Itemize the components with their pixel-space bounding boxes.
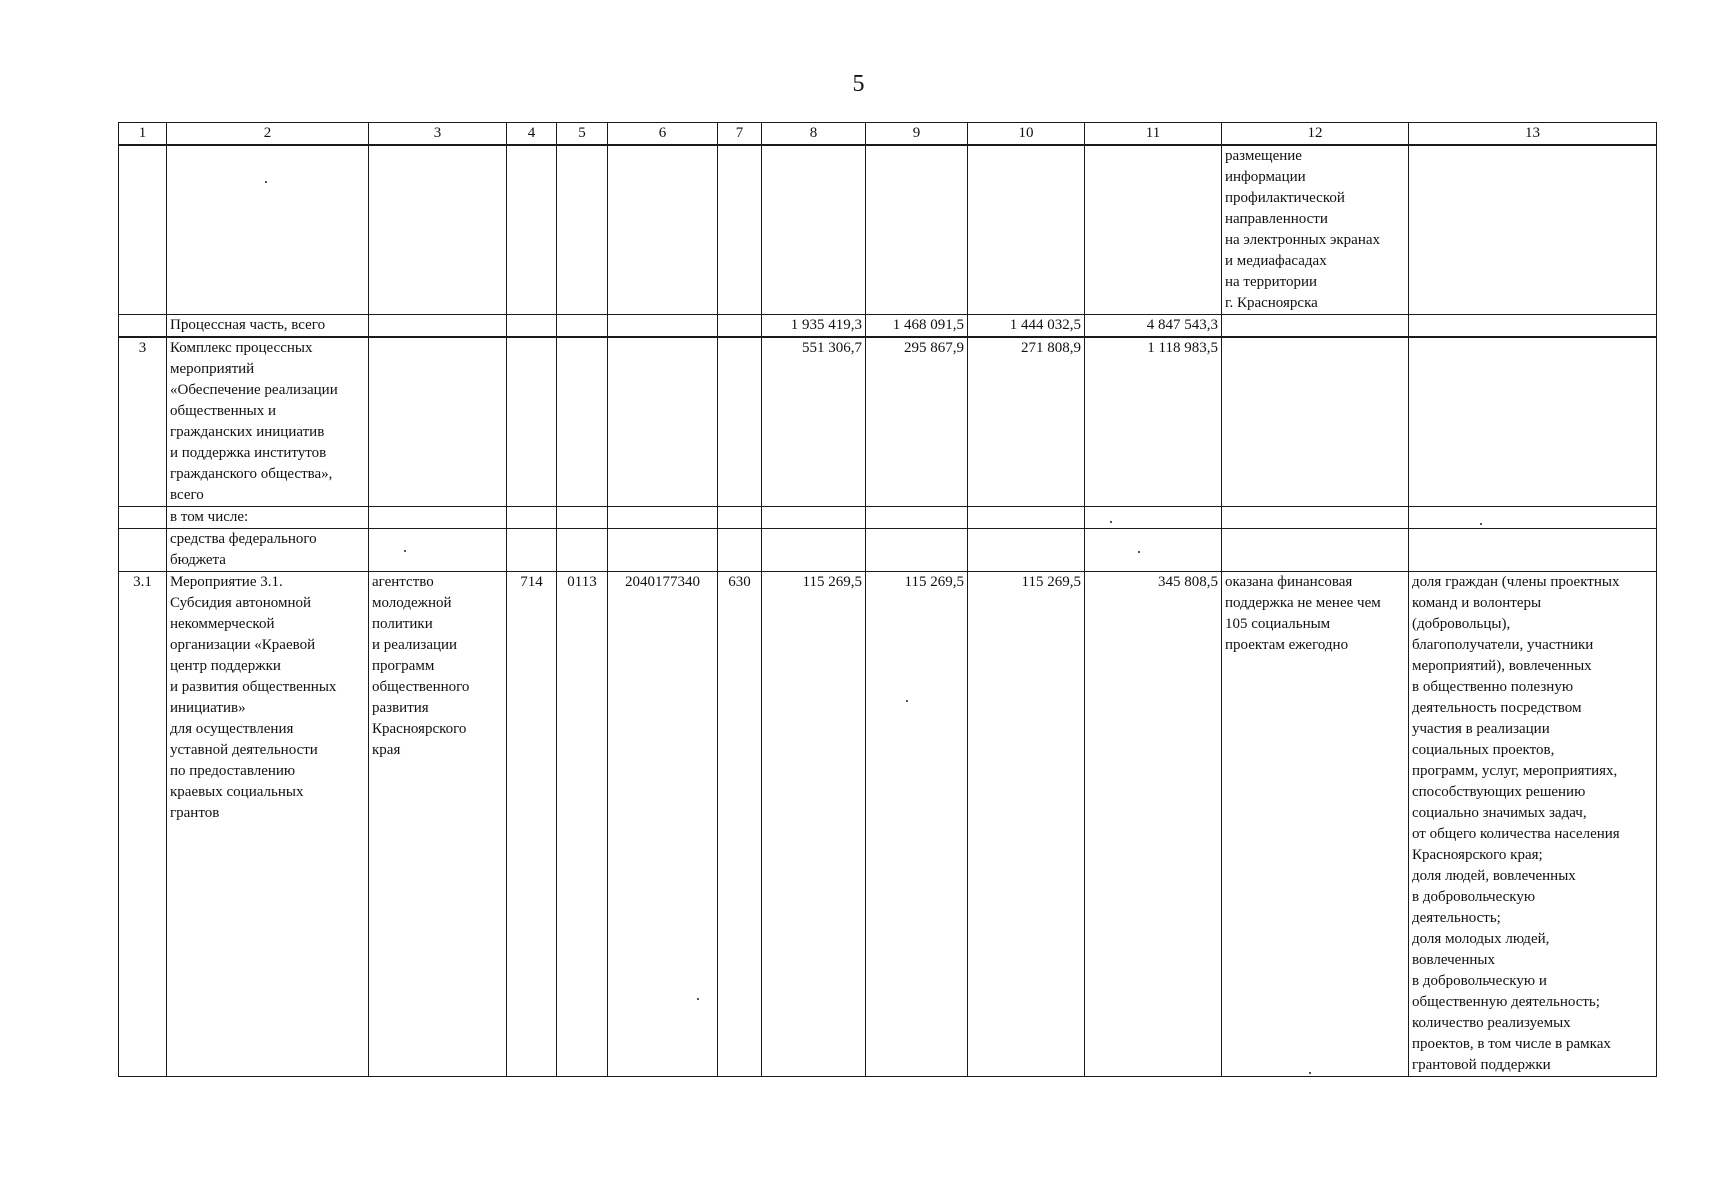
measure-col4: 714: [507, 572, 557, 1077]
header-cell-7: 7: [718, 123, 762, 146]
complex-label: Комплекс процессных мероприятий «Обеспечение реализации общественных и гражданских инициатив и поддержка институтов гражданского общества», всего: [167, 337, 369, 507]
measure-executor: агентство молодежной политики и реализации программ общественного развития Красноярского края: [369, 572, 507, 1077]
measure-col6: 2040177340: [608, 572, 718, 1077]
scan-speck: [906, 700, 908, 702]
measure-label: Мероприятие 3.1. Субсидия автономной некоммерческой организации «Краевой центр поддержки и развития общественных инициатив» для осуществления уставной деятельности по предоставлению краевых социальных грантов: [167, 572, 369, 1077]
measure-col10: 115 269,5: [968, 572, 1085, 1077]
complex-number: 3: [119, 337, 167, 507]
measure-indicators: доля граждан (члены проектных команд и волонтеры (добровольцы), благополучатели, участники мероприятий), вовлеченных в общественно полезную деятельность посредством участия в реализации социальных проектов, программ, услуг, мероприятиях, способствующих решению социально значимых задач, от общего количества населения Красноярского края; доля людей, вовлеченных в добровольческую деятельность; доля молодых людей, вовлеченных в добровольческую и общественную деятельность; количество реализуемых проектов, в том числе в рамках грантовой поддержки: [1409, 572, 1657, 1077]
scan-speck: [1110, 521, 1112, 523]
table-row-process-total: [119, 315, 1657, 338]
measure-col11: 345 808,5: [1085, 572, 1222, 1077]
scan-speck: [1138, 551, 1140, 553]
header-row: [119, 123, 1657, 146]
measure-col8: 115 269,5: [762, 572, 866, 1077]
header-cell-8: 8: [762, 123, 866, 146]
measure-col7: 630: [718, 572, 762, 1077]
header-cell-9: 9: [866, 123, 968, 146]
header-cell-6: 6: [608, 123, 718, 146]
header-cell-13: 13: [1409, 123, 1657, 146]
measure-result: оказана финансовая поддержка не менее чем 105 социальным проектам ежегодно: [1222, 572, 1409, 1077]
measure-col9: 115 269,5: [866, 572, 968, 1077]
complex-col11: 1 118 983,5: [1085, 337, 1222, 507]
process-total-col8: 1 935 419,3: [762, 315, 866, 338]
scan-speck: [1480, 523, 1482, 525]
complex-col9: 295 867,9: [866, 337, 968, 507]
measure-number: 3.1: [119, 572, 167, 1077]
header-cell-1: 1: [119, 123, 167, 146]
header-cell-2: 2: [167, 123, 369, 146]
complex-col10: 271 808,9: [968, 337, 1085, 507]
complex-col8: 551 306,7: [762, 337, 866, 507]
scan-speck: [1309, 1072, 1311, 1074]
measure-col5: 0113: [557, 572, 608, 1077]
table-row-measure-3-1: [119, 572, 1657, 1077]
process-total-col9: 1 468 091,5: [866, 315, 968, 338]
table-row-complex-3: [119, 337, 1657, 507]
scan-speck: [404, 550, 406, 552]
header-cell-5: 5: [557, 123, 608, 146]
process-total-col11: 4 847 543,3: [1085, 315, 1222, 338]
table-row-federal-budget: [119, 529, 1657, 572]
federal-budget-label: средства федерального бюджета: [167, 529, 369, 572]
header-cell-4: 4: [507, 123, 557, 146]
including-label: в том числе:: [167, 507, 369, 529]
table-row-including: [119, 507, 1657, 529]
scan-speck: [697, 998, 699, 1000]
scan-speck: [265, 181, 267, 183]
continuation-result-cell: размещение информации профилактической направленности на электронных экранах и медиафасадах на территории г. Красноярска: [1222, 145, 1409, 315]
page-number: 5: [852, 71, 865, 97]
header-cell-11: 11: [1085, 123, 1222, 146]
process-total-col10: 1 444 032,5: [968, 315, 1085, 338]
header-cell-3: 3: [369, 123, 507, 146]
header-cell-10: 10: [968, 123, 1085, 146]
header-cell-12: 12: [1222, 123, 1409, 146]
program-table: [118, 122, 1657, 1077]
process-total-label: Процессная часть, всего: [167, 315, 369, 338]
table-row-continuation: [119, 145, 1657, 315]
